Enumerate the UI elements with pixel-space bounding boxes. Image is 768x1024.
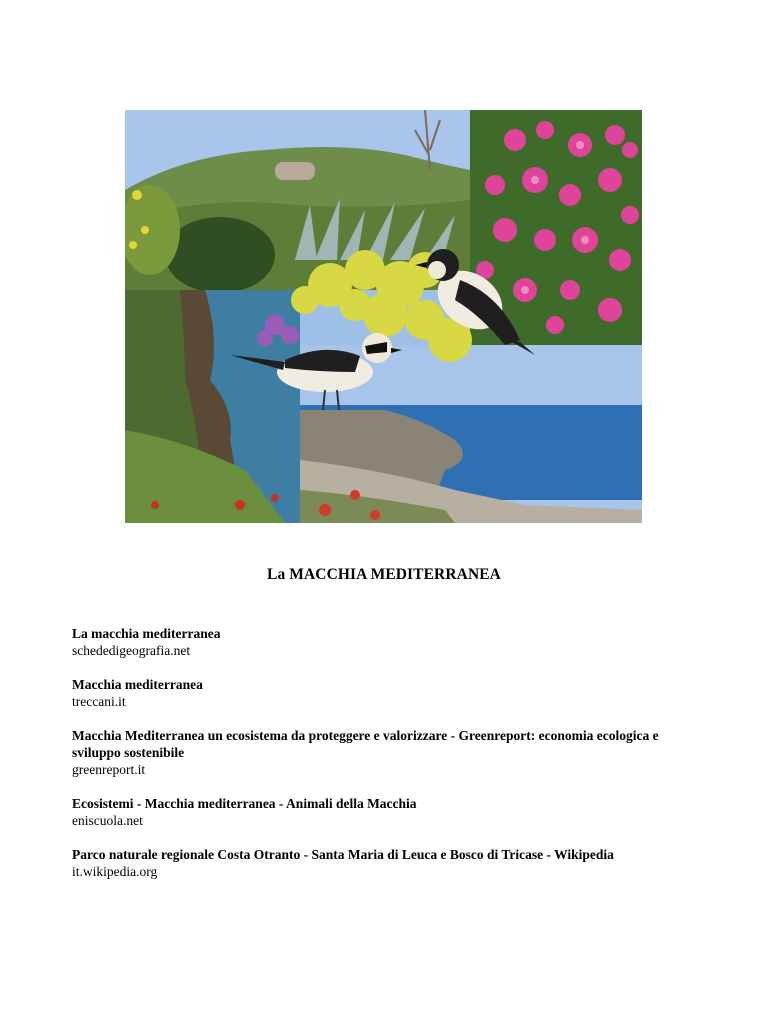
- reference-item: [72, 625, 692, 659]
- reference-source: it.wikipedia.org: [72, 864, 158, 879]
- reference-title[interactable]: Parco naturale regionale Costa Otranto - Santa Maria di Leuca e Bosco di Tricase - Wikipedia: [72, 847, 614, 862]
- reference-item: [72, 846, 692, 880]
- reference-title[interactable]: La macchia mediterranea: [72, 626, 221, 641]
- macchia-collage-image: [125, 110, 642, 523]
- reference-title[interactable]: Macchia Mediterranea un ecosistema da proteggere e valorizzare - Greenreport: economia ecologica e sviluppo sostenibile: [72, 728, 659, 760]
- document-title: La MACCHIA MEDITERRANEA: [267, 566, 501, 583]
- reference-source: treccani.it: [72, 694, 126, 709]
- reference-source: eniscuola.net: [72, 813, 143, 828]
- reference-list: [72, 625, 692, 897]
- reference-item: [72, 795, 692, 829]
- reference-item: [72, 727, 692, 778]
- reference-item: [72, 676, 692, 710]
- reference-source: schededigeografia.net: [72, 643, 191, 658]
- reference-title[interactable]: Macchia mediterranea: [72, 677, 203, 692]
- reference-source: greenreport.it: [72, 762, 146, 777]
- reference-title[interactable]: Ecosistemi - Macchia mediterranea - Animali della Macchia: [72, 796, 417, 811]
